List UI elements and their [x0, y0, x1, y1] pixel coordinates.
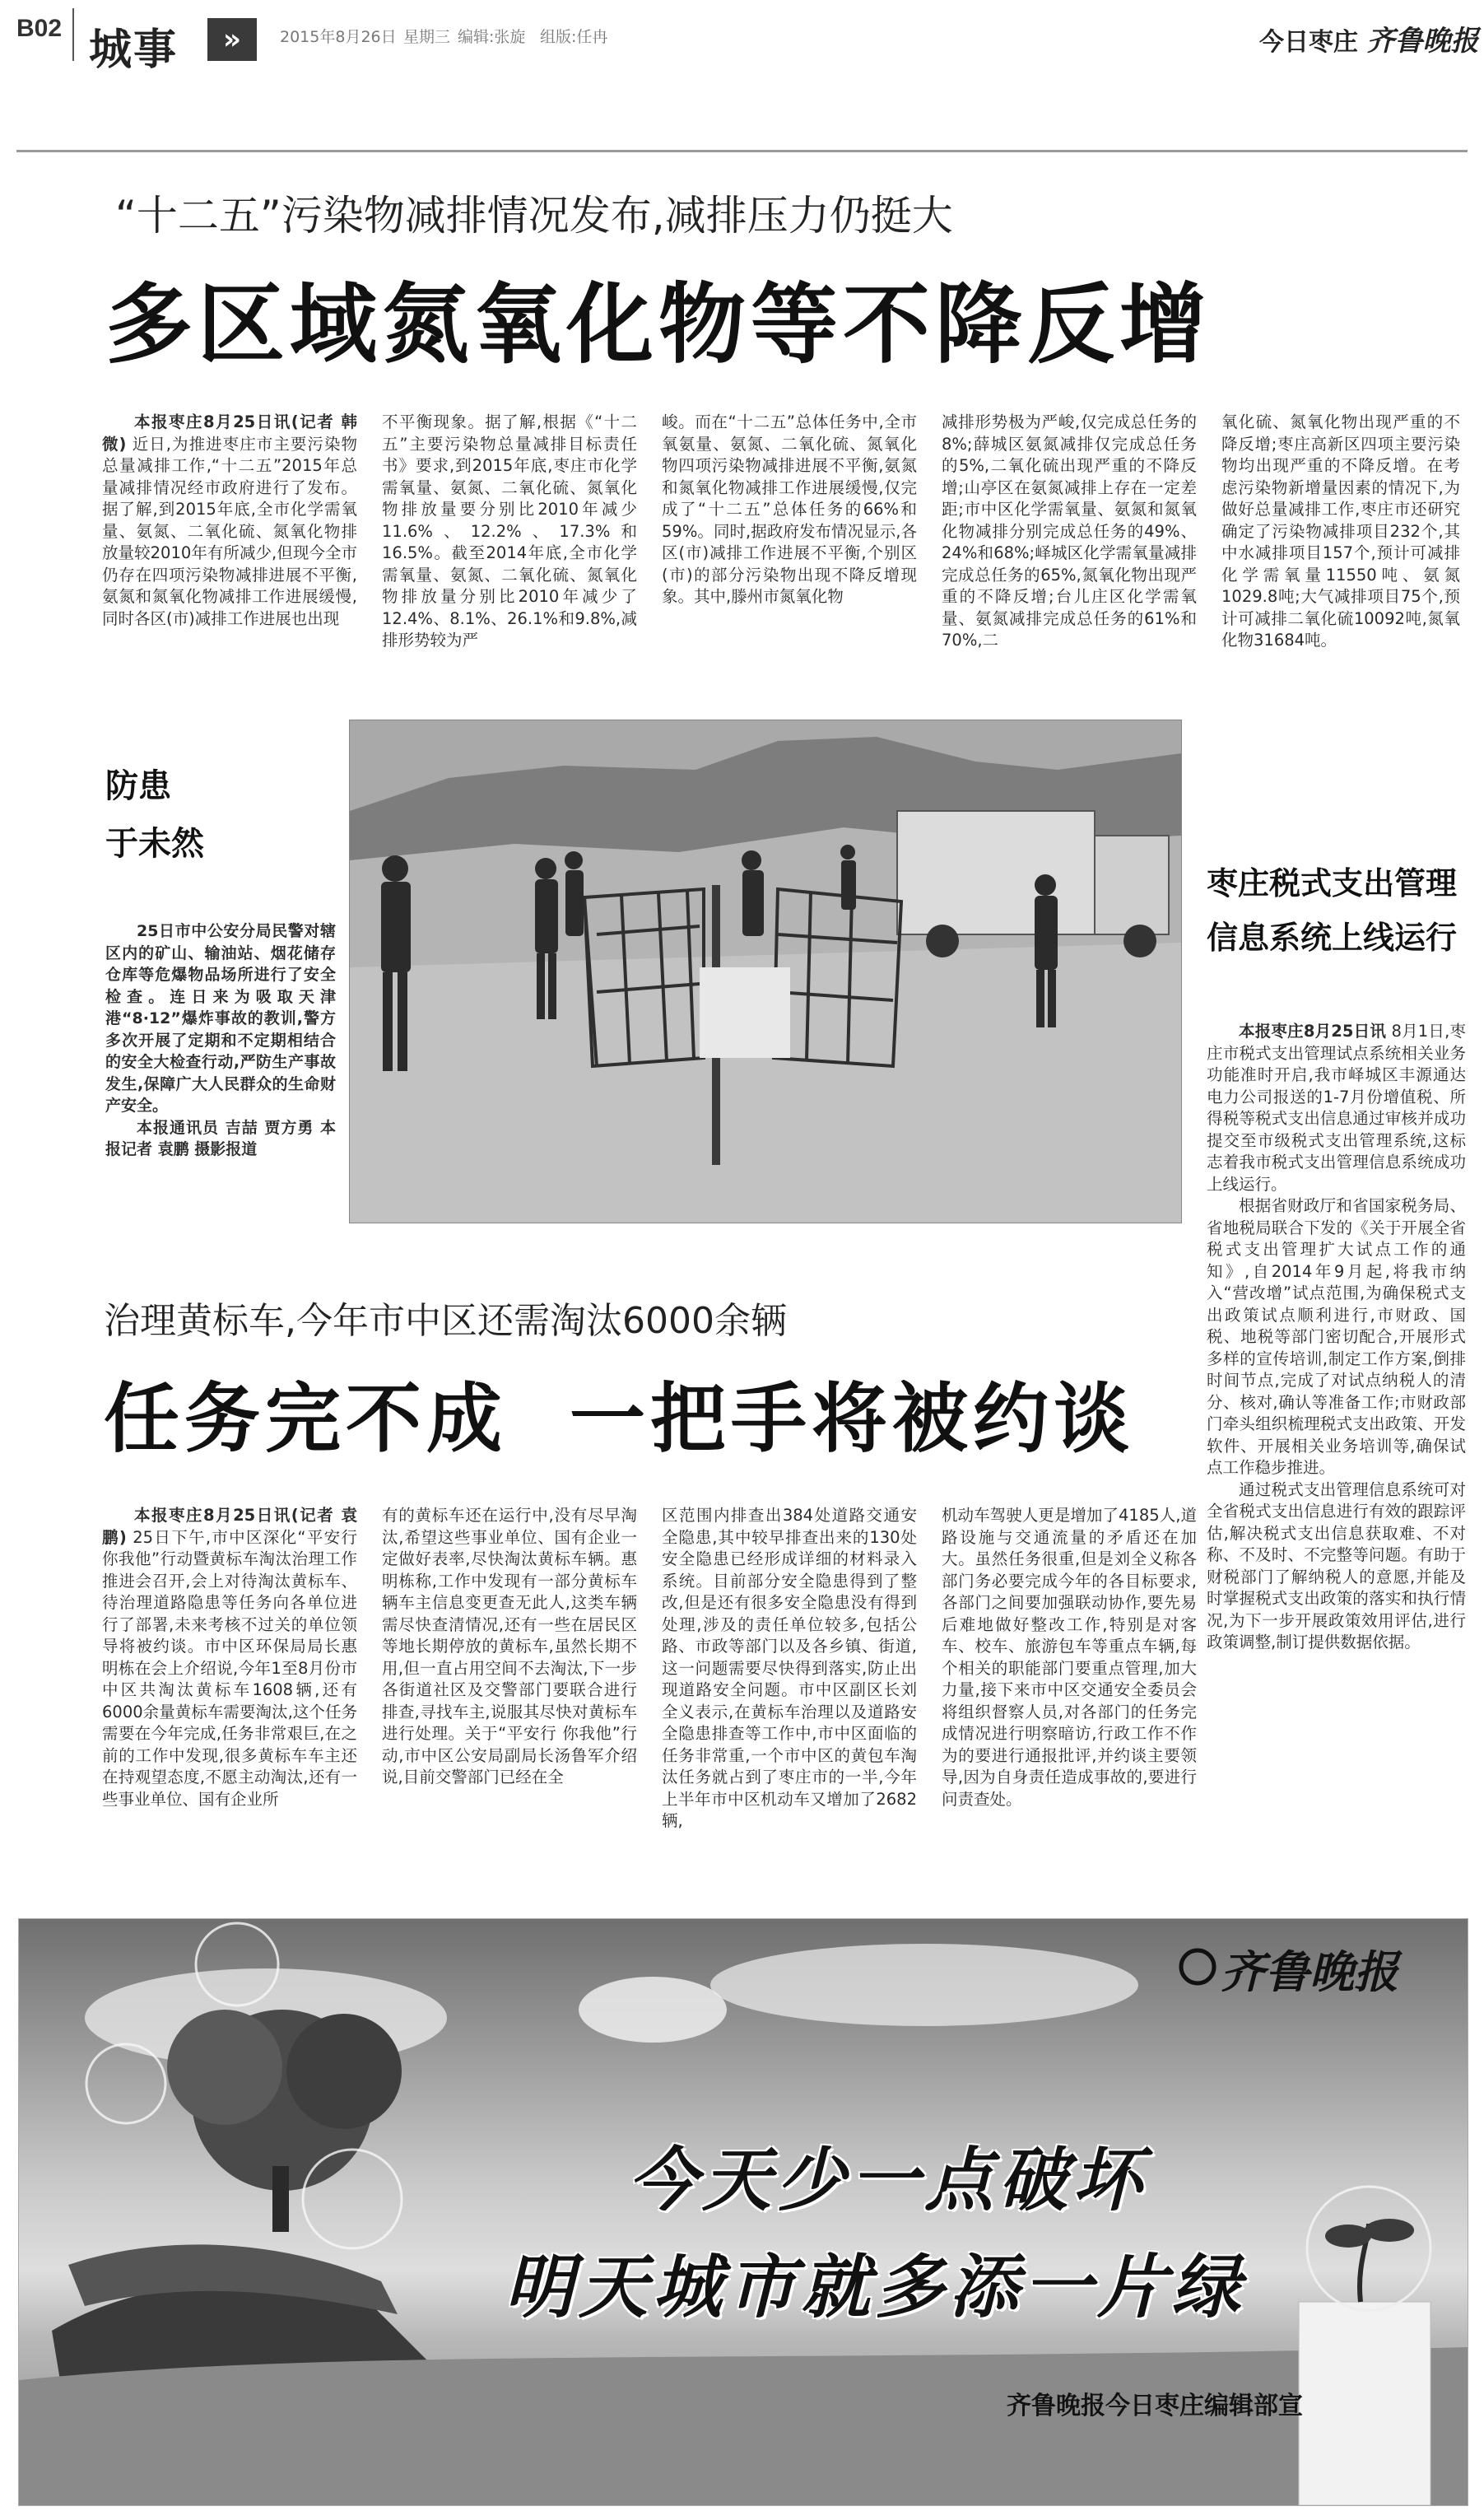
- photo-caption: 25日市中公安分局民警对辖区内的矿山、输油站、烟花储存仓库等危爆物品场所进行了安全检查。连日来为吸取天津港“8·12”爆炸事故的教训,警方多次开展了定期和不定期相结合的安全大检查行动,严防生产事故发生,保障广大人民群众的生命财产安全。: [105, 922, 336, 1115]
- banner-logo: 齐鲁晚报: [1221, 1945, 1398, 1998]
- article2-column-2: 有的黄标车还在运行中,没有尽早淘汰,希望这些事业单位、国有企业一定做好表率,尽快淘汰黄标车辆。惠明栋称,工作中发现有一部分黄标车辆车主信息变更查无此人,这类车辆需尽快查清情况,还有一些在居民区等地长期停放的黄标车,虽然长期不用,但一直占用空间不去淘汰,下一步各街道社区及交警部门要联合进行排查,寻找车主,说服其尽快对黄标车进行处理。关于“平安行 你我他”行动,市中区公安局副局长汤鲁军介绍说,目前交警部门已经在全: [382, 1506, 637, 1787]
- article1-lead: 本报枣庄8月25日讯(记者 韩微): [102, 412, 357, 454]
- side-paragraph-1: [1207, 1021, 1466, 1195]
- article2-kicker: 治理黄标车,今年市中区还需淘汰6000余辆: [104, 1300, 787, 1342]
- article1-body: [102, 412, 1460, 700]
- photo-credit: 本报通讯员 吉喆 贾方勇 本报记者 袁鹏 摄影报道: [105, 1118, 336, 1158]
- article2-column-3: 区范围内排查出384处道路交通安全隐患,其中较早排查出来的130处安全隐患已经形成详细的材料录入系统。目前部分安全隐患得到了整改,但是还有很多安全隐患没有得到处理,涉及的责任单位较多,包括公路、市政等部门以及各乡镇、街道,这一问题需要尽快得到落实,防止出现道路安全问题。市中区副区长刘全义表示,在黄标车治理以及道路安全隐患排查等工作中,市中区面临的任务非常重,一个市中区的黄包车淘汰任务就占到了枣庄市的一半,今年上半年市中区机动车又增加了2682辆,: [662, 1506, 917, 1830]
- layout-credit: 组版:任冉: [540, 28, 608, 46]
- section-title: 城事: [89, 26, 179, 75]
- side-article-body: [1207, 1021, 1466, 1885]
- article1-text-1: 近日,为推进枣庄市主要污染物总量减排工作,“十二五”2015年总量减排情况经市政府进行了发布。据了解,到2015年底,全市化学需氧量、氨氮、二氧化硫、氮氧化物排放量较2010年有所减少,但现今全市仍存在四项污染物减排进展不平衡,氨氮和氮氧化物减排工作进展缓慢,同时各区(市)减排工作进展也出现: [102, 434, 357, 628]
- issue-weekday: 星期三: [403, 28, 451, 46]
- logo-circle-icon: [1181, 1950, 1214, 1983]
- article1-column-5: 氧化硫、氮氧化物出现严重的不降反增;枣庄高新区四项主要污染物均出现严重的不降反增。在考虑污染物新增量因素的情况下,为做好总量减排工作,枣庄市还研究确定了污染物减排项目232个,其中水减排项目157个,预计可减排化学需氧量11550吨、氨氮1029.8吨;大气减排项目75个,预计可减排二氧化硫10092吨,氮氧化物31684吨。: [1221, 412, 1460, 650]
- banner-slogan-line2: 明天城市就多添一片绿: [505, 2247, 1246, 2327]
- article2-column-1: [102, 1505, 357, 1884]
- side-article-lead: 本报枣庄8月25日讯: [1239, 1022, 1387, 1041]
- photo-story-title-line2: 于未然: [105, 825, 204, 863]
- masthead-brand: [1259, 18, 1478, 58]
- article2-text-1: 25日下午,市中区深化“平安行 你我他”行动暨黄标车淘汰治理工作推进会召开,会上对待淘汰黄标车、待治理道路隐患等任务向各单位进行了部署,未来考核不过关的单位领导将被约谈。市中区环保局局长惠明栋在会上介绍说,今年1至8月份市中区共淘汰黄标车1608辆,还有6000余量黄标车需要淘汰,这个任务需要在今年完成,任务非常艰巨,在之前的工作中发现,很多黄标车车主还在持观望态度,不愿主动淘汰,还有一些事业单位、国有企业所: [102, 1527, 357, 1809]
- news-photo: [349, 720, 1182, 1223]
- banner-credit: 齐鲁晚报今日枣庄编辑部宣: [1007, 2392, 1303, 2420]
- brand-prefix: 今日枣庄: [1259, 28, 1358, 57]
- side-title-line2: 信息系统上线运行: [1207, 920, 1458, 956]
- article2-column-4: 机动车驾驶人更是增加了4185人,道路设施与交通流量的矛盾还在加大。虽然任务很重,但是刘全义称各部门务必要完成今年的各目标要求,各部门之间要加强联动协作,要先易后难地做好整改工作,特别是对客车、校车、旅游包车等重点车辆,每个相关的职能部门要重点管理,加大力量,接下来市中区交通安全委员会将组织督察人员,对各部门的任务完成情况进行明察暗访,行政工作不作为的要进行通报批评,并约谈主要领导,因为自身责任造成事故的,要进行问责查处。: [942, 1506, 1197, 1809]
- editor-credit: 编辑:张旋: [458, 28, 526, 46]
- article1-column-1: [102, 412, 357, 700]
- article1-column-2: 不平衡现象。据了解,根据《“十二五”主要污染物总量减排目标责任书》要求,到2015年底,枣庄市化学需氧量、氨氮、二氧化硫、氮氧化物排放量要分别比2010年减少11.6%、12.2%、17.3%和16.5%。截至2014年底,全市化学需氧量、氨氮、二氧化硫、氮氧化物排放量分别比2010年减少了12.4%、8.1%、26.1%和9.8%,减排形势较为严: [382, 412, 637, 650]
- article2-body: [102, 1505, 1221, 1884]
- article2-headline: 任务完不成 一把手将被约谈: [104, 1375, 1135, 1463]
- side-text-1: 8月1日,枣庄市税式支出管理试点系统相关业务功能准时开启,我市峄城区丰源通达电力公司报送的1-7月份增值税、所得税等税式支出信息通过审核并成功提交至市级税式支出管理系统,这标志着我市税式支出管理信息系统成功上线运行。: [1207, 1022, 1466, 1194]
- article1-headline: 多区域氮氧化物等不降反增: [105, 274, 1212, 375]
- photo-story-title-line1: 防患: [105, 767, 171, 805]
- brand-name: 齐鲁晚报: [1366, 25, 1479, 58]
- header-divider: [72, 8, 74, 61]
- photo-caption-block: [105, 920, 336, 1161]
- article1-column-3: 峻。而在“十二五”总体任务中,全市氧氨量、氨氮、二氧化硫、氮氧化物四项污染物减排进展不平衡,氨氮和氮氧化物减排工作进展缓慢,仅完成了“十二五”总体任务的66%和59%。同时,据政府发布情况显示,各区(市)减排工作进展不平衡,个别区(市)的部分污染物出现不降反增现象。其中,滕州市氮氧化物: [662, 412, 917, 606]
- banner-slogan-line1: 今天少一点破坏: [628, 2140, 1147, 2220]
- header-rule: [16, 150, 1468, 152]
- quarry-inspection-photo: [350, 720, 1181, 1223]
- page-number: B02: [16, 15, 63, 42]
- chevron-right-icon: »: [207, 18, 257, 61]
- article2-lead: 本报枣庄8月25日讯(记者 袁鹏): [102, 1506, 357, 1547]
- public-service-banner: [18, 1918, 1468, 2506]
- side-title-line1: 枣庄税式支出管理: [1207, 865, 1458, 901]
- article1-column-4: 减排形势极为严峻,仅完成总任务的8%;薛城区氨氮减排仅完成总任务的5%,二氧化硫出现严重的不降反增;山亭区在氨氮减排上存在一定差距;市中区化学需氧量、氨氮和氮氧化物减排分别完成总任务的49%、24%和68%;峄城区化学需氧量减排完成总任务的65%,氮氧化物出现严重的不降反增;台儿庄区化学需氧量、氨氮减排完成总任务的61%和70%,二: [942, 412, 1197, 650]
- issue-date: 2015年8月26日: [280, 28, 397, 46]
- side-paragraph-2: 根据省财政厅和省国家税务局、省地税局联合下发的《关于开展全省税式支出管理扩大试点工作的通知》,自2014年9月起,将我市纳入“营改增”试点范围,为确保税式支出政策试点顺利进行,市财政、国税、地税等部门密切配合,开展形式多样的宣传培训,制定工作方案,倒排时间节点,完成了对试点纳税人的清分、核对,确认等准备工作;市财政部门牵头组织梳理税式支出政策、开发软件、开展相关业务培训等,确保试点工作稳步推进。: [1207, 1196, 1466, 1477]
- side-paragraph-3: 通过税式支出管理信息系统可对全省税式支出信息进行有效的跟踪评估,解决税式支出信息获取难、不对称、不及时、不完整等问题。有助于财税部门了解纳税人的意愿,并能及时掌握税式支出政策的落实和执行情况,为下一步开展政策效用评估,进行政策调整,制订提供数据依据。: [1207, 1479, 1466, 1651]
- photo-story-title: [105, 757, 336, 873]
- article1-kicker: “十二五”污染物减排情况发布,减排压力仍挺大: [115, 192, 953, 240]
- side-article-title: [1207, 856, 1470, 965]
